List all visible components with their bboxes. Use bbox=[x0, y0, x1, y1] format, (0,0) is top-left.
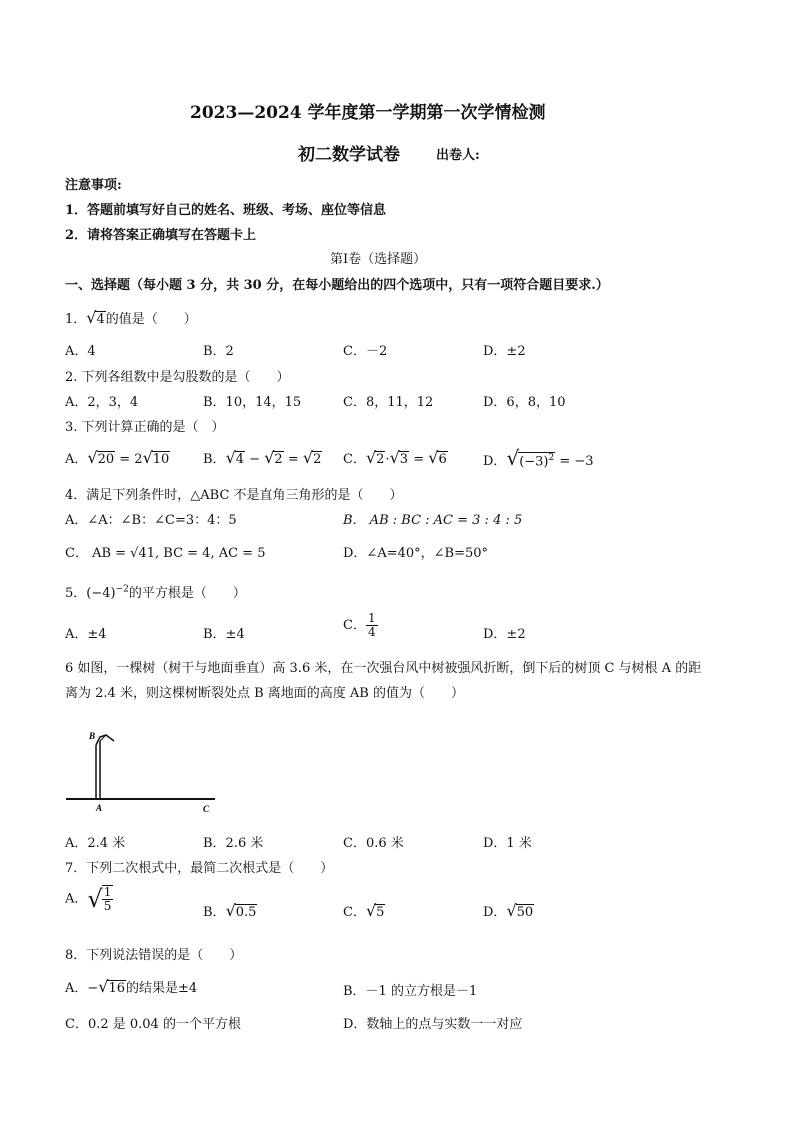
note-item: 2．请将答案正确填写在答题卡上 bbox=[65, 228, 257, 243]
exam-subtitle: 初二数学试卷 bbox=[298, 145, 400, 165]
q5-option-b: B．±4 bbox=[203, 627, 245, 642]
q8-a-radicand: 16 bbox=[108, 981, 126, 996]
q7-c-radicand: 5 bbox=[376, 905, 385, 920]
q3-a-expr2: 10 bbox=[152, 452, 170, 467]
q8-option-a bbox=[65, 977, 197, 997]
sqrt-symbol: √ bbox=[142, 448, 153, 467]
sqrt-symbol: √ bbox=[428, 448, 439, 467]
q1-option-d: D．±2 bbox=[483, 344, 526, 359]
q3-b-label: B． bbox=[203, 452, 226, 467]
q1-option-a: A．4 bbox=[65, 344, 96, 359]
fraction-numerator: 1 bbox=[367, 611, 376, 625]
sqrt-symbol: √ bbox=[87, 885, 103, 914]
q5-c-fraction bbox=[366, 612, 378, 639]
q3-option-a: A．√20 = 2√10 bbox=[65, 448, 170, 467]
question-5-stem bbox=[65, 582, 246, 601]
sqrt-symbol: √ bbox=[389, 448, 400, 467]
sqrt-symbol: √ bbox=[87, 448, 98, 467]
q3-c-label: C． bbox=[343, 452, 366, 467]
tree-diagram bbox=[60, 725, 225, 820]
question-3-stem: 3. 下列计算正确的是（ ） bbox=[65, 420, 225, 435]
q3-a-expr1: 20 bbox=[97, 452, 115, 467]
label-c: C bbox=[203, 804, 210, 814]
q2-option-b: B．10，14，15 bbox=[203, 395, 302, 410]
q7-b-label: B． bbox=[203, 905, 226, 920]
q3-c-expr1: 2 bbox=[376, 452, 385, 467]
q2-option-c: C．8，11，12 bbox=[343, 395, 434, 410]
sqrt-symbol: √ bbox=[506, 446, 520, 470]
sqrt-symbol: √ bbox=[365, 448, 377, 467]
sqrt-symbol: √ bbox=[264, 448, 275, 467]
sqrt-symbol: √ bbox=[86, 308, 97, 327]
q4-option-d: D．∠A=40°，∠B=50° bbox=[343, 546, 489, 561]
question-4-stem: 4．满足下列条件时，△ABC 不是直角三角形的是（ ） bbox=[65, 488, 403, 503]
q5-exponent: −2 bbox=[115, 584, 129, 595]
sqrt-symbol: √ bbox=[302, 448, 314, 467]
author-label: 出卷人: bbox=[436, 148, 480, 163]
label-b: B bbox=[89, 731, 96, 741]
q1-option-c: C．－2 bbox=[343, 344, 388, 359]
q3-a-label: A． bbox=[65, 452, 88, 467]
q4-option-b: B． AB : BC : AC = 3 : 4 : 5 bbox=[343, 513, 523, 528]
note-item: 1．答题前填写好自己的姓名、班级、考场、座位等信息 bbox=[65, 203, 387, 218]
q2-option-d: D．6，8，10 bbox=[483, 395, 566, 410]
notes-heading: 注意事项: bbox=[65, 178, 122, 193]
sqrt-symbol: √ bbox=[506, 901, 517, 920]
q3-option-d: D．$√(-3)^2 = -3$ bbox=[483, 446, 594, 470]
q5-c-label: C． bbox=[343, 618, 366, 634]
q7-option-b bbox=[203, 901, 257, 921]
question-7-stem: 7．下列二次根式中，最简二次根式是（ ） bbox=[65, 861, 334, 876]
question-8-stem: 8．下列说法错误的是（ ） bbox=[65, 948, 243, 963]
q3-d-expr1: $(-3)^2$ bbox=[519, 452, 555, 469]
q3-option-b: B．√4 − √2 = √2 bbox=[203, 448, 322, 467]
fraction-numerator: 1 bbox=[103, 885, 112, 899]
q3-option-c: C．√2·√3 = √6 bbox=[343, 448, 447, 467]
fraction-denominator: 5 bbox=[103, 899, 112, 914]
q7-b-radicand: 0.5 bbox=[235, 905, 257, 920]
sqrt-symbol: √ bbox=[225, 901, 236, 920]
q1-radicand: 4 bbox=[96, 312, 105, 327]
question-2-stem: 2. 下列各组数中是勾股数的是（ ） bbox=[65, 370, 290, 385]
q7-d-radicand: 50 bbox=[516, 905, 534, 920]
part1-title: 第Ⅰ卷（选择题） bbox=[330, 252, 427, 267]
q5-base: (−4) bbox=[86, 586, 116, 601]
q5-prefix: 5． bbox=[65, 586, 87, 601]
q7-option-d bbox=[483, 901, 534, 921]
section-instruction: 一、选择题（每小题 3 分，共 30 分，在每小题给出的四个选项中，只有一项符合题目要求.） bbox=[65, 278, 609, 293]
q3-b-expr2: 2 bbox=[274, 452, 283, 467]
label-a: A bbox=[96, 803, 103, 813]
q8-a-prefix: A．− bbox=[65, 981, 99, 996]
q8-option-b: B．－1 的立方根是－1 bbox=[343, 984, 478, 999]
q6-option-a: A．2.4 米 bbox=[65, 836, 126, 851]
question-6-line1: 6 如图，一棵树（树干与地面垂直）高 3.6 米，在一次强台风中树被强风折断，倒下后的树顶 C 与树根 A 的距 bbox=[65, 661, 702, 676]
q6-option-c: C．0.6 米 bbox=[343, 836, 404, 851]
sqrt-symbol: √ bbox=[98, 977, 109, 996]
sqrt-symbol: √ bbox=[365, 901, 377, 920]
q1-suffix: 的值是（ ） bbox=[105, 312, 197, 327]
q1-option-b: B．2 bbox=[203, 344, 234, 359]
exam-title: 2023—2024 学年度第一学期第一次学情检测 bbox=[190, 103, 546, 123]
q7-option-a bbox=[65, 885, 113, 913]
q3-c-expr3: 6 bbox=[438, 452, 447, 467]
q5-option-a: A．±4 bbox=[65, 627, 107, 642]
q7-d-label: D． bbox=[483, 905, 507, 920]
q7-a-fraction bbox=[102, 885, 114, 913]
q3-c-expr2: 3 bbox=[399, 452, 409, 467]
q8-option-d: D．数轴上的点与实数一一对应 bbox=[343, 1017, 523, 1032]
question-1-stem bbox=[65, 308, 197, 328]
q5-suffix: 的平方根是（ ） bbox=[128, 586, 246, 601]
sqrt-symbol: √ bbox=[225, 448, 236, 467]
q7-a-label: A． bbox=[65, 891, 88, 907]
q4-option-a: A．∠A：∠B：∠C=3：4：5 bbox=[65, 513, 237, 528]
question-6-line2: 离为 2.4 米，则这棵树断裂处点 B 离地面的高度 AB 的值为（ ） bbox=[65, 686, 464, 701]
q3-b-expr1: 4 bbox=[235, 452, 245, 467]
q5-option-c bbox=[343, 612, 378, 639]
q5-option-d: D．±2 bbox=[483, 627, 526, 642]
q3-b-expr3: 2 bbox=[313, 452, 322, 467]
q6-option-d: D．1 米 bbox=[483, 836, 532, 851]
q8-a-suffix: 的结果是±4 bbox=[126, 981, 198, 996]
q1-prefix: 1． bbox=[65, 312, 87, 327]
fraction-denominator: 4 bbox=[367, 625, 376, 640]
q4-option-c: C． AB = √41, BC = 4, AC = 5 bbox=[65, 546, 266, 561]
q7-c-label: C． bbox=[343, 905, 366, 920]
q8-option-c: C．0.2 是 0.04 的一个平方根 bbox=[65, 1017, 241, 1032]
q7-option-c bbox=[343, 901, 385, 921]
q3-d-label: D． bbox=[483, 454, 507, 469]
q6-option-b: B．2.6 米 bbox=[203, 836, 264, 851]
q2-option-a: A．2，3，4 bbox=[65, 395, 139, 410]
